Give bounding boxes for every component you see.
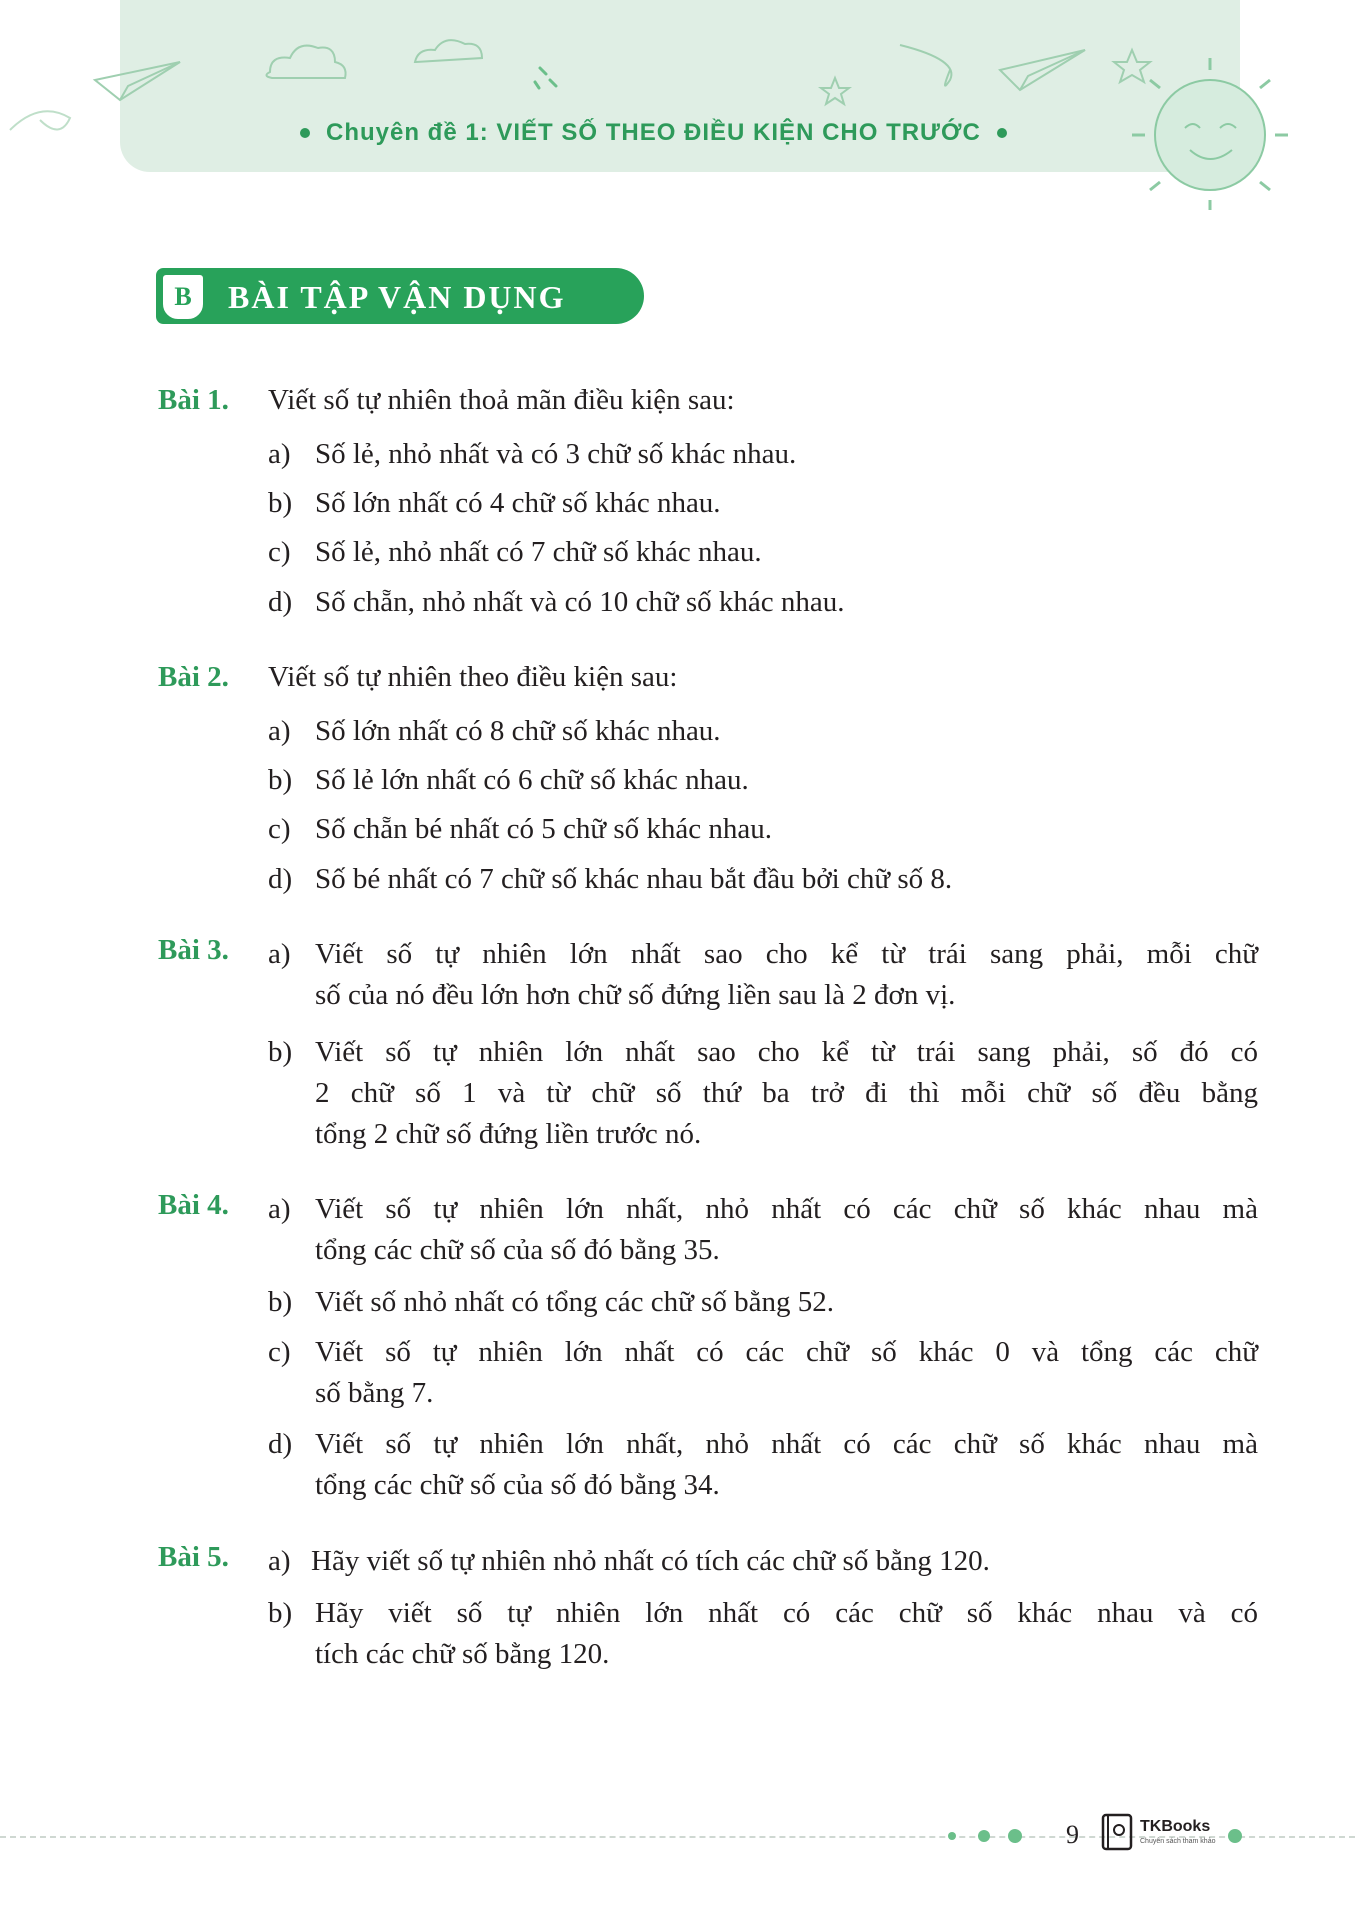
exercise-label: Bài 3. [158,934,229,966]
exercise-label: Bài 5. [158,1541,229,1573]
paper-plane-icon [1000,50,1085,90]
item-text [315,1593,1258,1675]
item-text: Số lớn nhất có 4 chữ số khác nhau. [315,487,721,519]
item-text: Số lẻ, nhỏ nhất có 7 chữ số khác nhau. [315,536,762,568]
paper-plane-icon [95,62,180,100]
exercise-intro: Viết số tự nhiên thoả mãn điều kiện sau: [268,384,735,416]
item-text-line: số bằng 7. [315,1377,434,1409]
item-text-line: Viết số tự nhiên lớn nhất sao cho kể từ trái sang phải, mỗi chữ [315,938,1258,970]
exercise-label: Bài 2. [158,661,229,693]
bullet-dot [997,128,1007,138]
item-text: Số chẵn, nhỏ nhất và có 10 chữ số khác nhau. [315,586,845,618]
exercise-label: Bài 1. [158,384,229,416]
item-marker: b) [268,764,293,796]
item-text-line: Viết số tự nhiên lớn nhất sao cho kể từ trái sang phải, số đó có [315,1036,1258,1068]
book-logo-icon [1100,1812,1134,1852]
item-marker: d) [268,586,293,618]
item-text-line: Hãy viết số tự nhiên lớn nhất có các chữ số khác nhau và có [315,1597,1258,1629]
exercise-label: Bài 4. [158,1189,229,1221]
item-text: Số chẵn bé nhất có 5 chữ số khác nhau. [315,813,773,845]
footer-dot [1228,1829,1242,1843]
item-marker: d) [268,863,293,895]
header-decoration [0,0,1355,210]
cloud-icon [266,46,345,78]
item-text-line: tổng các chữ số của số đó bằng 35. [315,1234,720,1266]
item-text [315,934,1258,1016]
item-text [315,1332,1258,1414]
item-text-line: tổng 2 chữ số đứng liền trước nó. [315,1118,702,1150]
item-marker: a) [268,438,291,470]
cloud-icon [415,40,482,62]
item-text-line: tích các chữ số bằng 120. [315,1638,610,1670]
sun-icon [1132,58,1288,210]
item-text-line: Viết số tự nhiên lớn nhất, nhỏ nhất có các chữ số khác nhau mà [315,1428,1258,1460]
star-icon [1114,50,1150,82]
bullet-dot [300,128,310,138]
item-marker: c) [268,536,291,568]
chapter-title [300,116,1060,150]
section-badge: B [160,272,206,322]
star-icon [821,78,849,104]
footer-dot [978,1830,990,1842]
item-marker: b) [268,1036,293,1068]
item-text: Số lẻ, nhỏ nhất và có 3 chữ số khác nhau. [315,438,797,470]
item-text: Hãy viết số tự nhiên nhỏ nhất có tích các chữ số bằng 120. [311,1545,990,1577]
item-text [315,1032,1258,1155]
item-text: Số lớn nhất có 8 chữ số khác nhau. [315,715,721,747]
item-text-line: tổng các chữ số của số đó bằng 34. [315,1469,720,1501]
item-marker: a) [268,1193,291,1225]
item-text-line: Viết số tự nhiên lớn nhất có các chữ số khác 0 và tổng các chữ [315,1336,1258,1368]
item-text: Viết số nhỏ nhất có tổng các chữ số bằng 52. [315,1286,834,1318]
logo-tagline: Chuyên sách tham khảo [1140,1838,1216,1845]
item-marker: b) [268,487,293,519]
item-text-line: số của nó đều lớn hơn chữ số đứng liền sau là 2 đơn vị. [315,979,956,1011]
item-marker: a) [268,1545,291,1577]
item-marker: b) [268,1286,293,1318]
footer-dot [948,1832,956,1840]
item-marker: a) [268,715,291,747]
item-text-line: Viết số tự nhiên lớn nhất, nhỏ nhất có các chữ số khác nhau mà [315,1193,1258,1225]
page-number: 9 [1066,1820,1079,1849]
item-marker: b) [268,1597,293,1629]
item-marker: a) [268,938,291,970]
item-marker: c) [268,1336,291,1368]
item-text [315,1424,1258,1506]
item-text [315,1189,1258,1271]
logo-name: TKBooks [1140,1818,1211,1835]
item-text-line: 2 chữ số 1 và từ chữ số thứ ba trở đi thì mỗi chữ số đều bằng [315,1077,1258,1109]
section-banner [156,268,644,324]
exercise-intro: Viết số tự nhiên theo điều kiện sau: [268,661,678,693]
chapter-title-text: Chuyên đề 1: VIẾT SỐ THEO ĐIỀU KIỆN CHO TRƯỚC [326,119,981,146]
item-marker: c) [268,813,291,845]
item-marker: d) [268,1428,293,1460]
item-text: Số bé nhất có 7 chữ số khác nhau bắt đầu bởi chữ số 8. [315,863,953,895]
section-title: BÀI TẬP VẬN DỤNG [228,279,566,315]
footer-dot [1008,1829,1022,1843]
item-text: Số lẻ lớn nhất có 6 chữ số khác nhau. [315,764,749,796]
